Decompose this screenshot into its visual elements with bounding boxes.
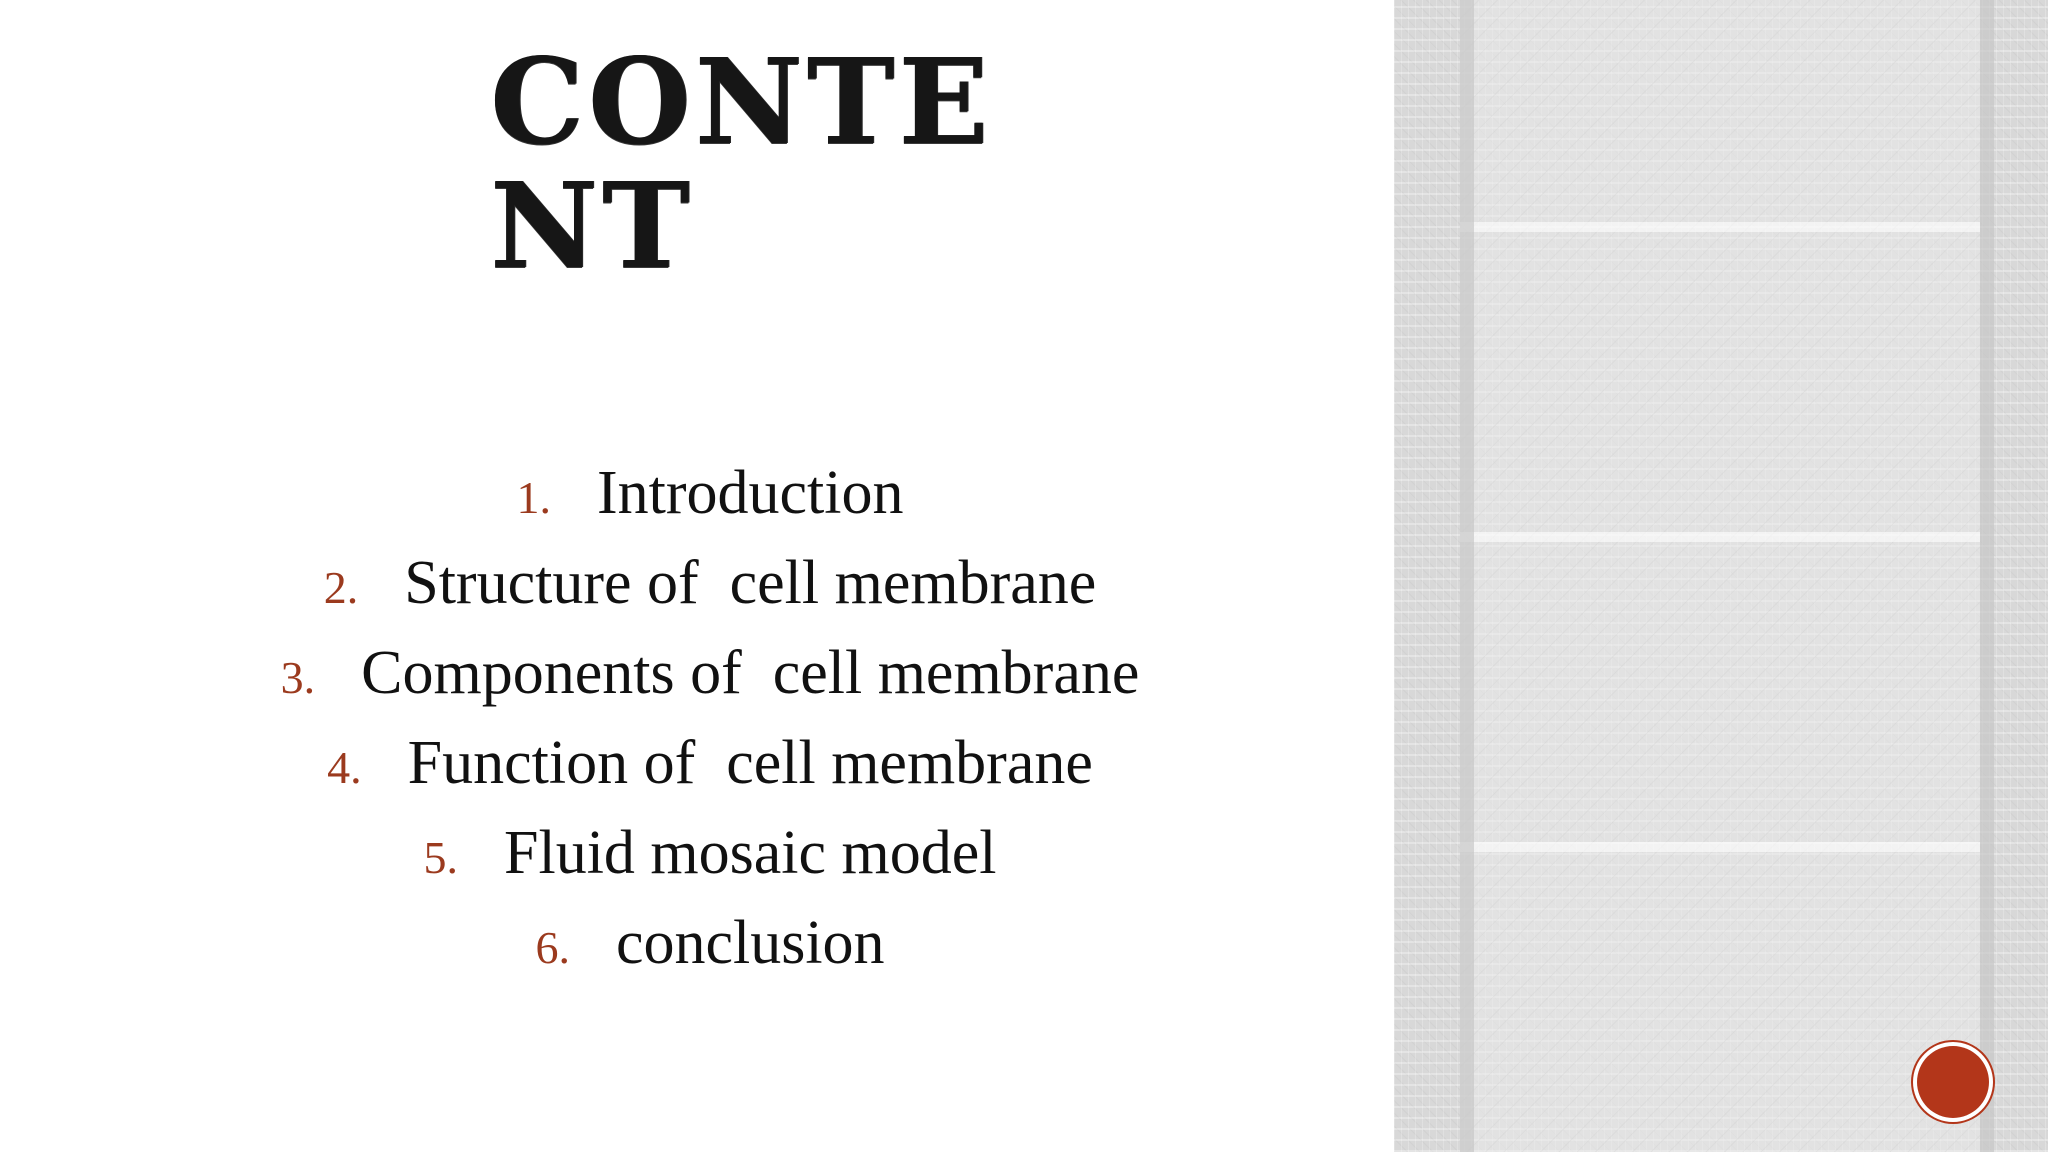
panel-stripe-right — [1980, 0, 1994, 1152]
slide-number-badge-icon — [1917, 1046, 1989, 1118]
item-number: 5. — [423, 832, 458, 883]
item-text: Structure of cell membrane — [404, 549, 1097, 617]
list-item — [0, 458, 1420, 548]
item-text: Function of cell membrane — [407, 729, 1093, 797]
item-number: 1. — [516, 472, 551, 523]
list-item — [0, 818, 1420, 908]
item-text: Fluid mosaic model — [503, 819, 997, 887]
list-item — [0, 548, 1420, 638]
title-line-1: CONTE — [490, 32, 993, 171]
list-item — [0, 638, 1420, 728]
item-text: Introduction — [597, 459, 904, 527]
slide-title — [490, 32, 993, 295]
item-text: conclusion — [615, 909, 885, 977]
list-item — [0, 728, 1420, 818]
contents-list — [0, 458, 1420, 998]
item-number: 4. — [327, 742, 362, 793]
list-item — [0, 908, 1420, 998]
panel-texture — [1460, 0, 1980, 1152]
item-text: Components of cell membrane — [361, 639, 1140, 707]
textured-side-panel — [1394, 0, 2048, 1152]
panel-stripe-left — [1460, 0, 1474, 1152]
item-number: 6. — [535, 922, 570, 973]
title-line-2: NT — [490, 156, 694, 295]
item-number: 3. — [280, 652, 316, 703]
item-number: 2. — [323, 562, 359, 613]
